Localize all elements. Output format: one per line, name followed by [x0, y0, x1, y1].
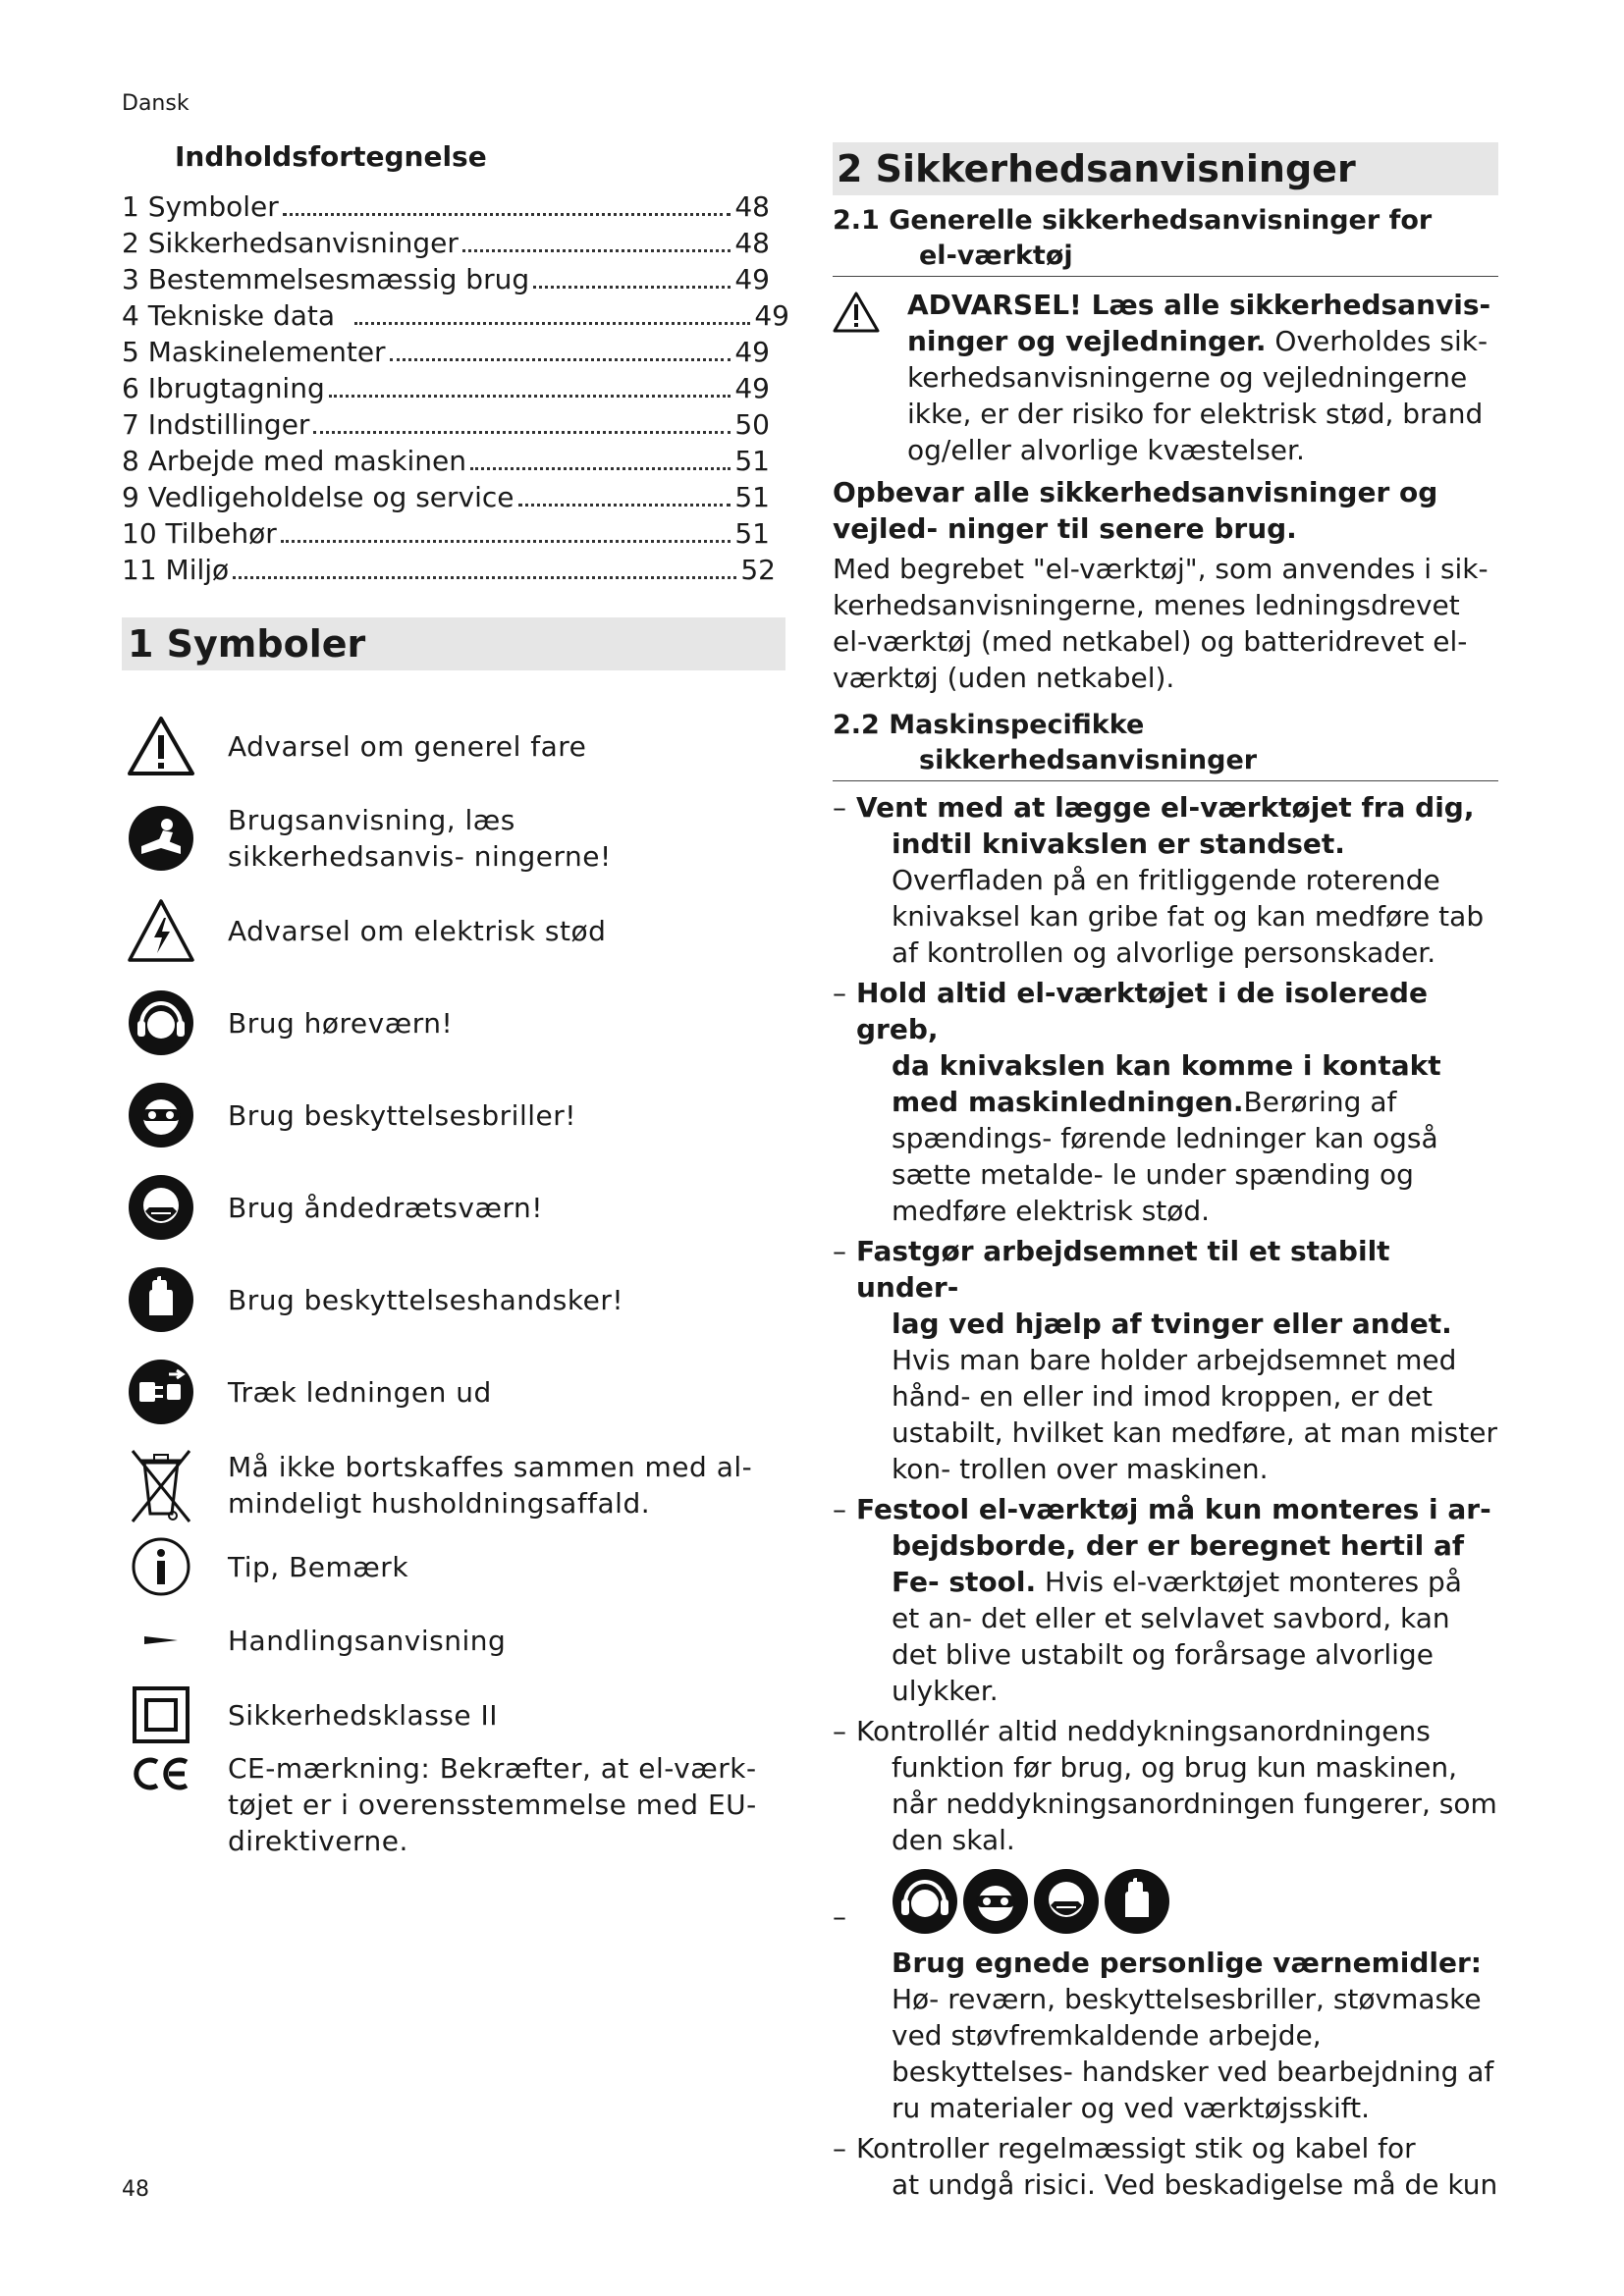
warning-triangle-icon: [127, 716, 195, 776]
safety-goggles-icon: [128, 1082, 194, 1148]
symbol-row: Brug beskyttelseshandsker!: [122, 1254, 785, 1346]
keep-instructions-text: Opbevar alle sikkerhedsanvisninger og vejled- ninger til senere brug.: [833, 476, 1438, 545]
symbol-row: Advarsel om generel fare: [122, 700, 785, 792]
toc-entry[interactable]: 4 Tekniske data 49: [122, 299, 789, 332]
ppe-text: Brug egnede personlige værnemidler: Hø- reværn, beskyttelsesbriller, støvmaske ved støvfremkaldende arbejde, beskyttelses- handsker ved bearbejdning af ru materialer og ved værktøjsskift.: [892, 1947, 1494, 2124]
protection-class-ii-icon: [133, 1686, 189, 1743]
info-icon: [131, 1536, 191, 1597]
safety-goggles-icon: [962, 1868, 1029, 1935]
instruction-arrow-icon: [144, 1633, 178, 1647]
list-item: – Vent med at lægge el-værktøjet fra dig, indtil knivakslen er standset. Overfladen på en fritliggende roterende knivaksel kan gribe fat og kan medføre tab af kontrollen og alvorlige personskader.: [833, 791, 1485, 969]
section-heading-symbols: 1 Symboler: [122, 617, 785, 670]
symbol-row: Brugsanvisning, læs sikkerhedsanvis- ningerne!: [122, 792, 785, 884]
symbol-row: Sikkerhedsklasse II: [122, 1680, 785, 1750]
subsection-heading-machine: 2.2 Maskinspecifikke sikkerhedsanvisninger: [833, 708, 1498, 781]
respiratory-protection-icon: [128, 1174, 194, 1241]
toc-entry[interactable]: 6 Ibrugtagning 49: [122, 372, 770, 404]
right-column: [833, 142, 1498, 2203]
left-column: [122, 137, 789, 1858]
ppe-icons-row: –: [833, 1868, 1498, 1935]
symbol-row: CE-mærkning: Bekræfter, at el-værk- tøjet er i overensstemmelse med EU- direktiverne.: [122, 1750, 785, 1858]
toc-entry[interactable]: 3 Bestemmelsesmæssig brug 49: [122, 263, 770, 295]
symbol-row: Brug høreværn!: [122, 977, 785, 1069]
toc-title: Indholdsfortegnelse: [175, 140, 487, 173]
warning-triangle-icon: [833, 291, 880, 334]
toc-entry[interactable]: 11 Miljø 52: [122, 554, 776, 586]
protective-gloves-icon: [128, 1266, 194, 1333]
read-manual-icon: [128, 805, 194, 872]
symbol-row: Brug åndedrætsværn!: [122, 1161, 785, 1254]
respiratory-protection-icon: [1033, 1868, 1100, 1935]
protective-gloves-icon: [1104, 1868, 1170, 1935]
section-heading-safety: 2 Sikkerhedsanvisninger: [833, 142, 1498, 195]
toc-entry[interactable]: 10 Tilbehør 51: [122, 517, 770, 550]
toc-entry[interactable]: 8 Arbejde med maskinen 51: [122, 445, 770, 477]
crossed-bin-icon: [127, 1445, 195, 1525]
symbol-row: Må ikke bortskaffes sammen med al- mindeligt husholdningsaffald.: [122, 1438, 785, 1532]
list-item: – Kontroller regelmæssigt stik og kabel for at undgå risici. Ved beskadigelse må de kun: [833, 2132, 1498, 2201]
list-item: – Hold altid el-værktøjet i de isolerede greb, da knivakslen kan komme i kontakt med maskinledningen.Berøring af spændings- førende ledninger kan også sætte metalde- le under spænding og medføre elektrisk stød.: [833, 977, 1441, 1227]
toc-entry[interactable]: 9 Vedligeholdelse og service 51: [122, 481, 770, 513]
symbol-list: [122, 700, 785, 1858]
toc-entry[interactable]: 5 Maskinelementer 49: [122, 336, 770, 368]
subsection-heading-general: 2.1 Generelle sikkerhedsanvisninger for el-værktøj: [833, 203, 1498, 277]
symbol-row: Træk ledningen ud: [122, 1346, 785, 1438]
language-label: Dansk: [122, 91, 189, 116]
symbol-row: Brug beskyttelsesbriller!: [122, 1069, 785, 1161]
list-item: – Fastgør arbejdsemnet til et stabilt under- lag ved hjælp af tvinger eller andet. Hvis man bare holder arbejdsemnet med hånd- en eller ind imod kroppen, er det ustabilt, hvilket kan medføre, at man mister kon- trollen over maskinen.: [833, 1235, 1497, 1485]
symbol-row: Advarsel om elektrisk stød: [122, 884, 785, 977]
toc-entry[interactable]: 7 Indstillinger 50: [122, 408, 770, 441]
list-item: – Kontrollér altid neddykningsanordningens funktion før brug, og brug kun maskinen, når neddykningsanordningen fungerer, som den skal.: [833, 1715, 1497, 1856]
table-of-contents: [122, 188, 789, 588]
toc-entry[interactable]: 1 Symboler 48: [122, 190, 770, 223]
electric-shock-warning-icon: [127, 898, 195, 963]
toc-entry[interactable]: 2 Sikkerhedsanvisninger 48: [122, 227, 770, 259]
unplug-icon: [128, 1359, 194, 1425]
symbol-row: Tip, Bemærk: [122, 1532, 785, 1601]
ce-mark-icon: [132, 1756, 190, 1791]
warning-block: ADVARSEL! Læs alle sikkerhedsanvis- ninger og vejledninger. Overholdes sik- kerhedsanvisningerne og vejledningerne ikke, er der risiko for elektrisk stød, brand og/eller alvorlige kvæstelser.: [833, 287, 1498, 468]
ear-protection-icon: [892, 1868, 958, 1935]
page-number: 48: [122, 2177, 149, 2202]
ear-protection-icon: [128, 989, 194, 1056]
list-item: – Festool el-værktøj må kun monteres i ar- bejdsborde, der er beregnet hertil af Fe- stool. Hvis el-værktøjet monteres på et an- det eller et selvlavet savbord, kan det blive ustabilt og forårsage alvorlige ulykker.: [833, 1493, 1491, 1707]
symbol-row: Handlingsanvisning: [122, 1601, 785, 1680]
definition-text: Med begrebet "el-værktøj", som anvendes i sik- kerhedsanvisningerne, menes ledningsdrevet el-værktøj (med netkabel) og batteridrevet el- værktøj (uden netkabel).: [833, 553, 1489, 694]
